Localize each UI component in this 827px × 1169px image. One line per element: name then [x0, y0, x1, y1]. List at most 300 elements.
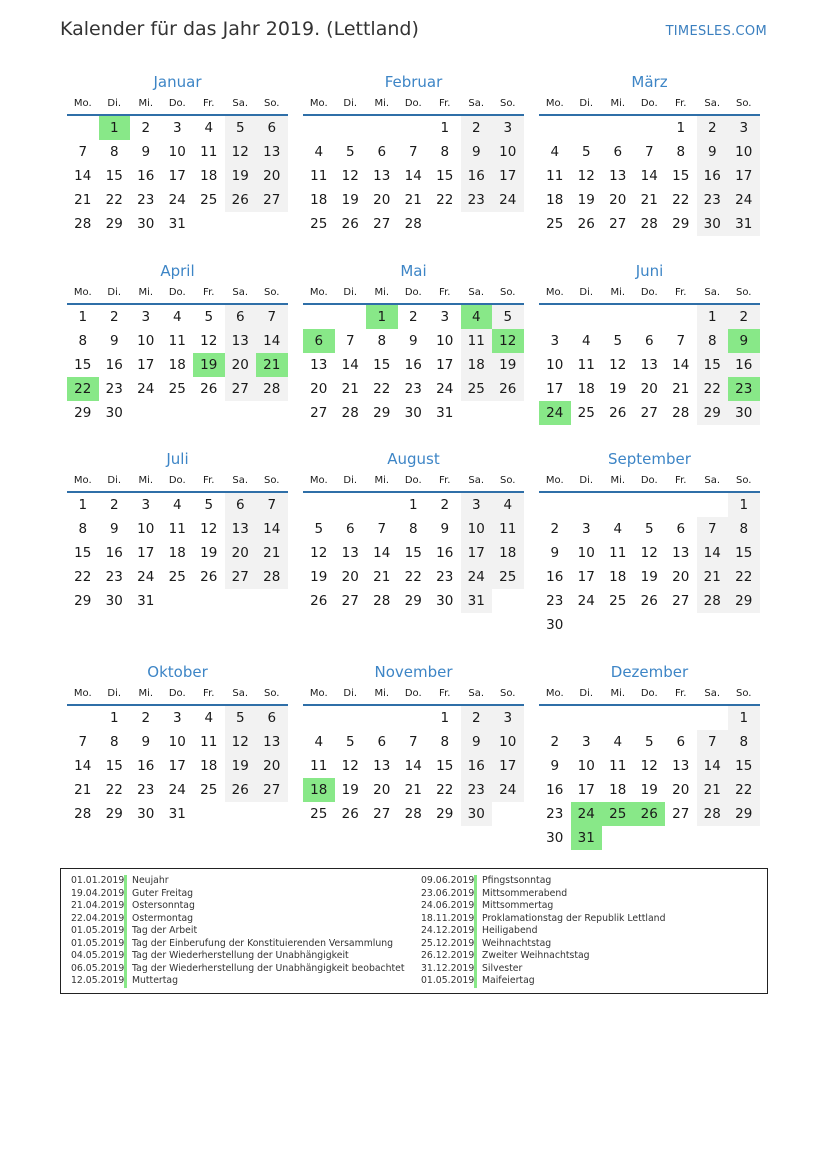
day-cell: 20	[256, 754, 288, 778]
day-cell: 24	[577, 593, 595, 609]
weekday-label: Mi.	[374, 688, 390, 699]
day-cell: 29	[728, 589, 760, 613]
weekday-label: So.	[736, 287, 752, 298]
day-cell: 5	[225, 116, 257, 140]
holiday-date: 31.12.2019	[421, 963, 477, 976]
day-cell: 11	[168, 521, 186, 537]
day-grid	[67, 706, 288, 826]
day-cell: 17	[492, 754, 524, 778]
day-cell: 28	[256, 377, 288, 401]
day-cell: 22	[672, 192, 690, 208]
day-cell: 25	[461, 377, 493, 401]
empty-cell	[335, 116, 367, 140]
empty-cell	[303, 493, 335, 517]
holiday-day-cell: 31	[571, 826, 603, 850]
holiday-day-cell: 22	[67, 377, 99, 401]
day-cell: 11	[609, 758, 627, 774]
day-cell: 15	[672, 168, 690, 184]
day-cell: 4	[581, 333, 591, 349]
day-cell: 8	[676, 144, 686, 160]
month-mai	[303, 259, 524, 425]
day-cell: 26	[640, 593, 658, 609]
day-cell: 24	[168, 192, 186, 208]
weekday-label: Mo.	[73, 287, 92, 298]
day-cell: 12	[640, 545, 658, 561]
weekday-label: Di.	[343, 688, 358, 699]
weekday-label: Mo.	[309, 688, 328, 699]
day-cell: 6	[644, 333, 654, 349]
day-cell: 27	[373, 806, 391, 822]
day-cell: 10	[492, 730, 524, 754]
day-cell: 31	[461, 589, 493, 613]
day-cell: 15	[373, 357, 391, 373]
empty-cell	[634, 305, 666, 329]
month-juni	[539, 259, 760, 425]
weekday-header	[67, 684, 288, 706]
day-cell: 2	[440, 497, 450, 513]
day-cell: 25	[492, 565, 524, 589]
holiday-date: 22.04.2019	[71, 913, 127, 926]
page-title: Kalender für das Jahr 2019. (Lettland)	[60, 18, 419, 40]
weekday-label: Do.	[168, 475, 186, 486]
day-cell: 7	[408, 734, 418, 750]
holiday-name: Ostersonntag	[132, 900, 195, 911]
month-april	[67, 259, 288, 425]
month-juli	[67, 447, 288, 613]
weekday-label: Sa.	[232, 287, 249, 298]
legend-row	[421, 875, 757, 888]
day-cell: 28	[697, 589, 729, 613]
empty-cell	[634, 116, 666, 140]
month-oktober	[67, 660, 288, 826]
holiday-date: 04.05.2019	[71, 950, 127, 963]
legend-row	[71, 975, 407, 988]
day-cell: 21	[74, 782, 92, 798]
day-cell: 12	[200, 333, 218, 349]
day-cell: 27	[672, 806, 690, 822]
day-cell: 12	[640, 758, 658, 774]
day-cell: 16	[404, 357, 422, 373]
day-cell: 16	[728, 353, 760, 377]
day-cell: 14	[341, 357, 359, 373]
empty-cell	[366, 706, 398, 730]
day-cell: 26	[225, 188, 257, 212]
day-cell: 12	[577, 168, 595, 184]
day-cell: 16	[546, 569, 564, 585]
empty-cell	[665, 706, 697, 730]
day-cell: 20	[640, 381, 658, 397]
empty-cell	[634, 493, 666, 517]
day-cell: 29	[672, 216, 690, 232]
day-cell: 3	[141, 309, 151, 325]
holiday-name: Tag der Wiederherstellung der Unabhängigkeit beobachtet	[132, 962, 405, 974]
day-cell: 17	[577, 569, 595, 585]
day-cell: 9	[697, 140, 729, 164]
day-cell: 24	[168, 782, 186, 798]
weekday-label: Sa.	[468, 287, 485, 298]
day-cell: 3	[492, 116, 524, 140]
month-name: Mai	[400, 262, 427, 280]
holiday-date: 19.04.2019	[71, 888, 127, 901]
day-cell: 17	[137, 545, 155, 561]
day-cell: 8	[440, 734, 450, 750]
day-cell: 19	[492, 353, 524, 377]
day-cell: 7	[345, 333, 355, 349]
weekday-label: So.	[500, 688, 516, 699]
month-name: Februar	[384, 73, 443, 91]
day-cell: 18	[609, 569, 627, 585]
day-cell: 24	[461, 565, 493, 589]
day-cell: 11	[310, 758, 328, 774]
holiday-date: 24.12.2019	[421, 925, 477, 938]
day-cell: 20	[256, 164, 288, 188]
holiday-name: Proklamationstag der Republik Lettland	[482, 912, 666, 924]
empty-cell	[665, 305, 697, 329]
day-cell: 5	[345, 734, 355, 750]
day-cell: 4	[204, 710, 214, 726]
legend-row	[421, 963, 757, 976]
day-cell: 3	[141, 497, 151, 513]
day-cell: 3	[581, 734, 591, 750]
day-cell: 4	[492, 493, 524, 517]
day-cell: 5	[644, 521, 654, 537]
day-cell: 10	[168, 734, 186, 750]
day-cell: 27	[256, 778, 288, 802]
day-cell: 16	[105, 357, 123, 373]
day-cell: 22	[728, 778, 760, 802]
day-cell: 8	[440, 144, 450, 160]
day-cell: 10	[461, 517, 493, 541]
day-cell: 14	[640, 168, 658, 184]
weekday-label: Mo.	[545, 98, 564, 109]
day-cell: 2	[141, 710, 151, 726]
day-cell: 27	[225, 377, 257, 401]
legend-row	[421, 900, 757, 913]
weekday-label: Di.	[107, 688, 122, 699]
holiday-date: 12.05.2019	[71, 975, 127, 988]
holiday-date: 26.12.2019	[421, 950, 477, 963]
weekday-label: Do.	[168, 287, 186, 298]
weekday-label: Fr.	[203, 287, 215, 298]
day-cell: 29	[697, 401, 729, 425]
holiday-date: 24.06.2019	[421, 900, 477, 913]
weekday-label: Do.	[404, 287, 422, 298]
holiday-name: Ostermontag	[132, 912, 194, 924]
weekday-label: So.	[736, 475, 752, 486]
day-cell: 4	[613, 521, 623, 537]
day-cell: 6	[225, 305, 257, 329]
day-cell: 18	[200, 168, 218, 184]
holiday-day-cell: 25	[602, 802, 634, 826]
legend-row	[421, 950, 757, 963]
empty-cell	[665, 493, 697, 517]
day-cell: 27	[256, 188, 288, 212]
day-cell: 3	[728, 116, 760, 140]
weekday-label: Di.	[343, 287, 358, 298]
day-cell: 14	[373, 545, 391, 561]
empty-cell	[602, 305, 634, 329]
day-cell: 29	[74, 593, 92, 609]
day-cell: 19	[609, 381, 627, 397]
day-cell: 6	[377, 734, 387, 750]
weekday-label: Mo.	[73, 688, 92, 699]
day-cell: 4	[172, 309, 182, 325]
weekday-label: Mi.	[374, 98, 390, 109]
day-cell: 10	[436, 333, 454, 349]
day-cell: 13	[310, 357, 328, 373]
holiday-name: Weihnachtstag	[482, 937, 552, 949]
weekday-label: Do.	[404, 688, 422, 699]
day-cell: 16	[137, 168, 155, 184]
day-cell: 26	[225, 778, 257, 802]
weekday-label: Mi.	[374, 475, 390, 486]
day-cell: 23	[137, 782, 155, 798]
day-cell: 24	[492, 778, 524, 802]
holiday-name: Guter Freitag	[132, 887, 194, 899]
day-cell: 1	[78, 497, 88, 513]
weekday-label: So.	[736, 688, 752, 699]
day-cell: 23	[137, 192, 155, 208]
day-cell: 4	[314, 734, 324, 750]
weekday-label: Mo.	[309, 98, 328, 109]
day-cell: 21	[74, 192, 92, 208]
day-cell: 14	[697, 754, 729, 778]
holiday-name: Heiligabend	[482, 925, 538, 936]
day-cell: 27	[373, 216, 391, 232]
day-cell: 30	[105, 405, 123, 421]
weekday-label: Fr.	[439, 287, 451, 298]
holiday-day-cell: 9	[728, 329, 760, 353]
day-cell: 25	[310, 216, 328, 232]
day-cell: 16	[697, 164, 729, 188]
weekday-label: Do.	[640, 287, 658, 298]
day-cell: 3	[461, 493, 493, 517]
day-cell: 6	[225, 493, 257, 517]
day-cell: 19	[640, 569, 658, 585]
weekday-label: Mi.	[610, 475, 626, 486]
day-cell: 28	[672, 405, 690, 421]
day-cell: 20	[225, 541, 257, 565]
day-cell: 25	[577, 405, 595, 421]
weekday-label: Mi.	[610, 98, 626, 109]
legend-row	[71, 950, 407, 963]
holiday-day-cell: 1	[366, 305, 398, 329]
day-cell: 10	[577, 545, 595, 561]
empty-cell	[571, 706, 603, 730]
weekday-label: Do.	[640, 688, 658, 699]
day-cell: 24	[728, 188, 760, 212]
day-cell: 6	[256, 706, 288, 730]
day-cell: 18	[168, 545, 186, 561]
brand-link[interactable]: TIMESLES.COM	[665, 24, 767, 39]
weekday-label: Sa.	[704, 475, 721, 486]
empty-cell	[303, 706, 335, 730]
day-cell: 26	[609, 405, 627, 421]
day-cell: 26	[577, 216, 595, 232]
holiday-date: 06.05.2019	[71, 963, 127, 976]
empty-cell	[366, 116, 398, 140]
empty-cell	[335, 706, 367, 730]
day-cell: 8	[697, 329, 729, 353]
legend-row	[71, 888, 407, 901]
day-cell: 17	[137, 357, 155, 373]
day-cell: 11	[200, 144, 218, 160]
day-cell: 6	[676, 521, 686, 537]
day-cell: 2	[697, 116, 729, 140]
day-cell: 30	[137, 216, 155, 232]
weekday-label: Di.	[343, 98, 358, 109]
day-cell: 11	[492, 517, 524, 541]
weekday-label: Mo.	[545, 475, 564, 486]
day-cell: 5	[345, 144, 355, 160]
day-cell: 29	[436, 806, 454, 822]
day-cell: 5	[644, 734, 654, 750]
legend-column-left	[71, 875, 407, 987]
day-cell: 13	[225, 329, 257, 353]
day-cell: 2	[550, 734, 560, 750]
day-cell: 11	[546, 168, 564, 184]
day-cell: 10	[577, 758, 595, 774]
day-cell: 7	[78, 144, 88, 160]
weekday-label: Sa.	[704, 287, 721, 298]
day-cell: 6	[613, 144, 623, 160]
holiday-day-cell: 12	[492, 329, 524, 353]
day-cell: 5	[613, 333, 623, 349]
weekday-label: Sa.	[468, 475, 485, 486]
weekday-label: Fr.	[675, 688, 687, 699]
holiday-date: 18.11.2019	[421, 913, 477, 926]
day-cell: 2	[109, 497, 119, 513]
weekday-header	[303, 471, 524, 493]
day-cell: 7	[697, 517, 729, 541]
weekday-label: Sa.	[468, 688, 485, 699]
weekday-label: Di.	[579, 287, 594, 298]
day-cell: 2	[109, 309, 119, 325]
day-cell: 4	[550, 144, 560, 160]
day-cell: 24	[492, 188, 524, 212]
legend-row	[71, 963, 407, 976]
day-cell: 15	[105, 758, 123, 774]
day-grid	[539, 305, 760, 425]
weekday-label: Fr.	[675, 287, 687, 298]
day-cell: 20	[373, 192, 391, 208]
day-cell: 21	[256, 541, 288, 565]
day-cell: 12	[310, 545, 328, 561]
weekday-label: So.	[264, 287, 280, 298]
day-cell: 28	[640, 216, 658, 232]
day-cell: 5	[204, 497, 214, 513]
month-februar	[303, 70, 524, 236]
day-cell: 11	[168, 333, 186, 349]
month-name: Januar	[153, 73, 202, 91]
day-cell: 7	[697, 730, 729, 754]
day-cell: 29	[105, 806, 123, 822]
empty-cell	[335, 305, 367, 329]
day-cell: 26	[492, 377, 524, 401]
month-name: Juli	[166, 450, 189, 468]
day-cell: 22	[105, 782, 123, 798]
day-cell: 12	[225, 140, 257, 164]
empty-cell	[571, 493, 603, 517]
day-cell: 7	[408, 144, 418, 160]
day-cell: 8	[109, 144, 119, 160]
day-cell: 11	[609, 545, 627, 561]
weekday-header	[539, 684, 760, 706]
holiday-name: Mittsommertag	[482, 900, 554, 911]
legend-row	[71, 913, 407, 926]
day-cell: 27	[225, 565, 257, 589]
day-cell: 30	[436, 593, 454, 609]
month-november	[303, 660, 524, 826]
weekday-label: Mi.	[610, 688, 626, 699]
day-cell: 13	[672, 758, 690, 774]
day-cell: 26	[200, 569, 218, 585]
day-cell: 20	[373, 782, 391, 798]
day-cell: 17	[461, 541, 493, 565]
day-cell: 9	[440, 521, 450, 537]
day-grid	[303, 305, 524, 425]
day-cell: 24	[436, 381, 454, 397]
day-cell: 8	[408, 521, 418, 537]
day-cell: 15	[404, 545, 422, 561]
day-cell: 25	[200, 192, 218, 208]
weekday-header	[539, 471, 760, 493]
day-cell: 13	[256, 140, 288, 164]
weekday-label: Fr.	[439, 98, 451, 109]
day-grid	[303, 116, 524, 236]
weekday-label: Mi.	[610, 287, 626, 298]
legend-row	[71, 900, 407, 913]
day-cell: 1	[440, 120, 450, 136]
day-cell: 9	[550, 758, 560, 774]
holiday-day-cell: 4	[461, 305, 493, 329]
day-cell: 10	[137, 333, 155, 349]
holiday-name: Tag der Einberufung der Konstituierenden Versammlung	[132, 937, 394, 949]
day-cell: 30	[137, 806, 155, 822]
day-cell: 13	[609, 168, 627, 184]
day-cell: 8	[78, 333, 88, 349]
day-cell: 28	[697, 802, 729, 826]
month-name: April	[160, 262, 195, 280]
day-grid	[303, 493, 524, 613]
day-cell: 22	[404, 569, 422, 585]
empty-cell	[602, 493, 634, 517]
weekday-header	[67, 283, 288, 305]
day-cell: 17	[577, 782, 595, 798]
day-cell: 23	[105, 381, 123, 397]
day-cell: 17	[168, 168, 186, 184]
empty-cell	[697, 493, 729, 517]
day-cell: 6	[256, 116, 288, 140]
holiday-name: Silvester	[482, 962, 523, 974]
day-cell: 1	[728, 493, 760, 517]
weekday-header	[67, 471, 288, 493]
day-cell: 16	[461, 754, 493, 778]
day-cell: 29	[728, 802, 760, 826]
weekday-label: Mo.	[545, 287, 564, 298]
weekday-label: Mo.	[309, 287, 328, 298]
day-cell: 5	[581, 144, 591, 160]
weekday-label: Sa.	[704, 688, 721, 699]
day-cell: 10	[728, 140, 760, 164]
day-cell: 2	[461, 706, 493, 730]
day-cell: 16	[436, 545, 454, 561]
day-cell: 4	[314, 144, 324, 160]
day-cell: 23	[546, 806, 564, 822]
day-cell: 18	[492, 541, 524, 565]
day-cell: 15	[697, 353, 729, 377]
month-märz	[539, 70, 760, 236]
